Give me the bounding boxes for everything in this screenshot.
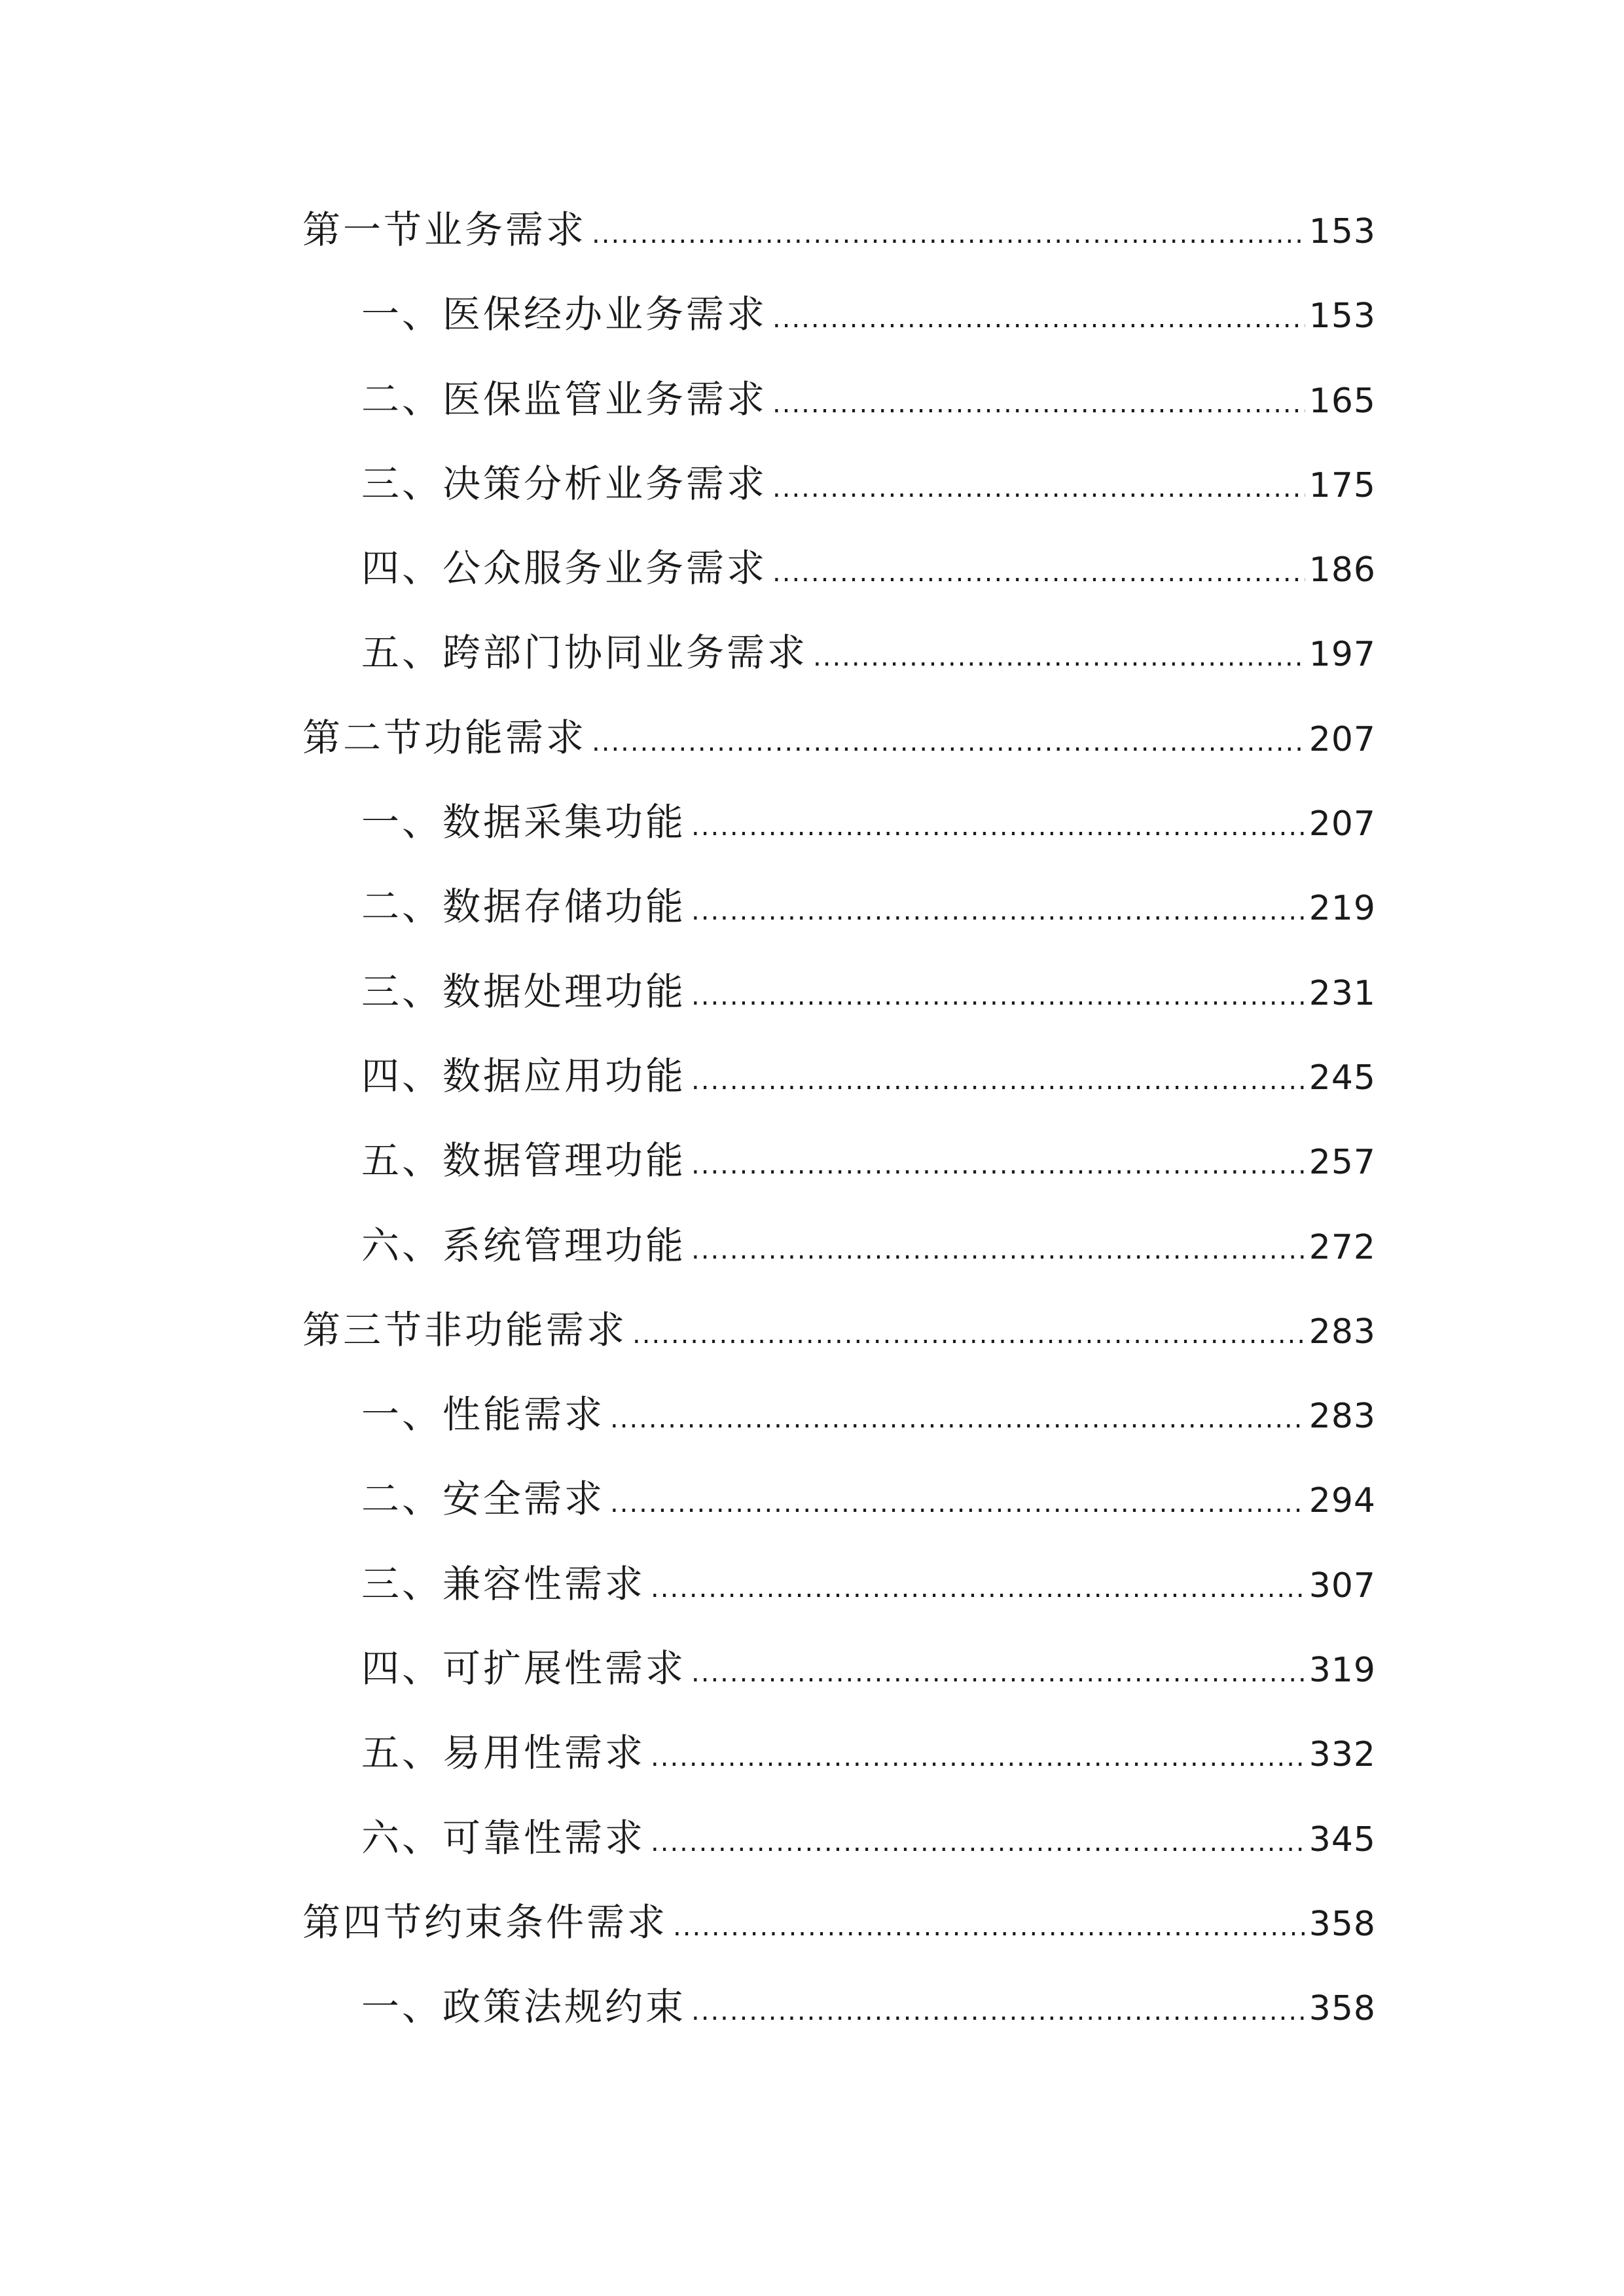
toc-entry-title: 三、兼容性需求 xyxy=(361,1561,646,1606)
toc-entry-page: 319 xyxy=(1308,1651,1376,1691)
toc-entry[interactable] xyxy=(302,1223,1376,1311)
toc-entry[interactable] xyxy=(302,884,1376,972)
toc-entry-page: 153 xyxy=(1308,296,1376,336)
table-of-contents xyxy=(302,207,1376,2073)
toc-leader-dots xyxy=(691,1067,1305,1094)
toc-entry-page: 332 xyxy=(1308,1735,1376,1775)
toc-leader-dots xyxy=(673,1914,1305,1940)
toc-entry[interactable] xyxy=(302,1815,1376,1903)
toc-entry[interactable] xyxy=(302,1561,1376,1649)
toc-entry[interactable] xyxy=(302,546,1376,634)
toc-leader-dots xyxy=(691,983,1305,1009)
toc-entry[interactable] xyxy=(302,1392,1376,1480)
toc-leader-dots xyxy=(772,391,1305,417)
toc-entry-title: 第四节约束条件需求 xyxy=(302,1899,668,1945)
toc-leader-dots xyxy=(691,814,1305,840)
toc-leader-dots xyxy=(632,1321,1305,1348)
toc-entry-title: 二、安全需求 xyxy=(361,1477,605,1522)
toc-entry[interactable] xyxy=(302,1053,1376,1141)
toc-entry-title: 五、易用性需求 xyxy=(361,1731,646,1776)
toc-entry-page: 283 xyxy=(1308,1312,1376,1352)
toc-entry[interactable] xyxy=(302,715,1376,803)
toc-entry-page: 186 xyxy=(1308,550,1376,590)
toc-entry-title: 第三节非功能需求 xyxy=(302,1307,628,1352)
toc-entry[interactable] xyxy=(302,376,1376,465)
toc-entry[interactable] xyxy=(302,207,1376,295)
toc-entry-title: 一、数据采集功能 xyxy=(361,800,687,845)
toc-entry-title: 六、系统管理功能 xyxy=(361,1223,687,1268)
toc-entry-page: 207 xyxy=(1308,804,1376,844)
toc-entry-title: 第二节功能需求 xyxy=(302,715,587,760)
toc-leader-dots xyxy=(691,1998,1305,2024)
toc-entry-page: 175 xyxy=(1308,465,1376,505)
toc-leader-dots xyxy=(592,221,1305,247)
toc-entry-page: 207 xyxy=(1308,719,1376,759)
toc-leader-dots xyxy=(772,306,1305,332)
toc-leader-dots xyxy=(772,475,1305,501)
toc-leader-dots xyxy=(651,1575,1305,1602)
toc-leader-dots xyxy=(691,898,1305,924)
toc-entry[interactable] xyxy=(302,1646,1376,1734)
toc-entry[interactable] xyxy=(302,1307,1376,1395)
toc-entry-page: 272 xyxy=(1308,1227,1376,1267)
toc-entry-page: 283 xyxy=(1308,1397,1376,1437)
toc-leader-dots xyxy=(610,1490,1305,1516)
toc-entry-page: 257 xyxy=(1308,1143,1376,1183)
toc-entry-title: 五、跨部门协同业务需求 xyxy=(361,630,808,675)
toc-entry-title: 四、可扩展性需求 xyxy=(361,1646,687,1691)
toc-leader-dots xyxy=(813,644,1305,670)
toc-entry-page: 294 xyxy=(1308,1481,1376,1521)
toc-entry-title: 六、可靠性需求 xyxy=(361,1815,646,1860)
toc-entry-page: 307 xyxy=(1308,1566,1376,1605)
toc-entry-title: 三、决策分析业务需求 xyxy=(361,461,768,506)
toc-entry-title: 五、数据管理功能 xyxy=(361,1138,687,1183)
toc-leader-dots xyxy=(691,1152,1305,1178)
toc-entry-title: 四、公众服务业务需求 xyxy=(361,546,768,591)
toc-entry-page: 197 xyxy=(1308,635,1376,675)
toc-entry-page: 153 xyxy=(1308,212,1376,251)
toc-leader-dots xyxy=(651,1829,1305,1856)
toc-entry-page: 358 xyxy=(1308,1904,1376,1944)
toc-entry-page: 345 xyxy=(1308,1820,1376,1859)
toc-entry-page: 219 xyxy=(1308,889,1376,929)
toc-leader-dots xyxy=(610,1406,1305,1432)
toc-entry[interactable] xyxy=(302,969,1376,1057)
toc-entry[interactable] xyxy=(302,292,1376,380)
toc-entry[interactable] xyxy=(302,1138,1376,1226)
toc-entry-title: 二、数据存储功能 xyxy=(361,884,687,929)
toc-entry-page: 231 xyxy=(1308,973,1376,1013)
toc-leader-dots xyxy=(651,1744,1305,1770)
toc-entry-title: 四、数据应用功能 xyxy=(361,1053,687,1098)
toc-entry-title: 二、医保监管业务需求 xyxy=(361,376,768,422)
toc-entry-title: 一、性能需求 xyxy=(361,1392,605,1437)
toc-entry-title: 第一节业务需求 xyxy=(302,207,587,252)
toc-leader-dots xyxy=(772,560,1305,586)
toc-entry[interactable] xyxy=(302,1984,1376,2072)
toc-entry[interactable] xyxy=(302,800,1376,888)
toc-entry[interactable] xyxy=(302,1899,1376,1988)
toc-entry-page: 358 xyxy=(1308,1989,1376,2029)
toc-entry-page: 165 xyxy=(1308,381,1376,421)
toc-entry[interactable] xyxy=(302,1477,1376,1564)
toc-leader-dots xyxy=(691,1660,1305,1686)
toc-entry[interactable] xyxy=(302,461,1376,549)
toc-entry[interactable] xyxy=(302,1731,1376,1818)
toc-entry[interactable] xyxy=(302,630,1376,718)
toc-entry-page: 245 xyxy=(1308,1058,1376,1098)
toc-leader-dots xyxy=(691,1237,1305,1263)
toc-leader-dots xyxy=(592,729,1305,755)
toc-entry-title: 一、政策法规约束 xyxy=(361,1984,687,2030)
toc-entry-title: 三、数据处理功能 xyxy=(361,969,687,1014)
toc-entry-title: 一、医保经办业务需求 xyxy=(361,292,768,337)
